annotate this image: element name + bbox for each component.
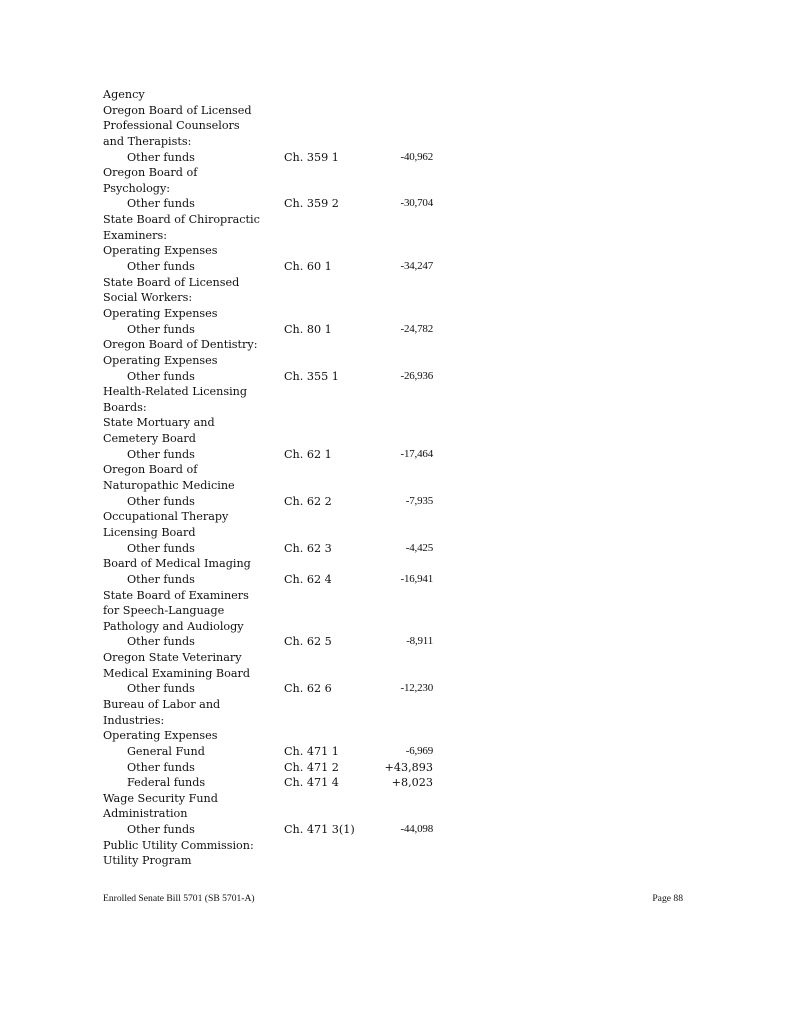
row-label: Operating Expenses	[103, 244, 218, 258]
amount: -24,782	[400, 322, 433, 335]
chapter-ref: Ch. 60 1	[284, 260, 332, 274]
table-row	[103, 760, 443, 776]
row-label: Professional Counselors	[103, 119, 240, 133]
heading-row	[103, 87, 443, 103]
amount: -8,911	[406, 635, 433, 648]
chapter-ref: Ch. 471 3(1)	[284, 823, 355, 837]
table-row	[103, 196, 443, 212]
row-label: Utility Program	[103, 854, 192, 868]
heading-row	[103, 806, 443, 822]
row-label: Other funds	[127, 447, 195, 461]
heading-row	[103, 134, 443, 150]
table-row	[103, 744, 443, 760]
row-label: Occupational Therapy	[103, 510, 229, 524]
chapter-ref: Ch. 62 6	[284, 682, 332, 696]
heading-row	[103, 212, 443, 228]
heading-row	[103, 791, 443, 807]
heading-row	[103, 697, 443, 713]
row-label: Administration	[103, 807, 188, 821]
chapter-ref: Ch. 359 1	[284, 150, 339, 164]
amount: -44,098	[400, 823, 433, 836]
heading-row	[103, 713, 443, 729]
row-label: Other funds	[127, 197, 195, 211]
chapter-ref: Ch. 62 5	[284, 635, 332, 649]
row-label: State Board of Licensed	[103, 275, 240, 289]
row-label: Examiners:	[103, 228, 168, 242]
heading-row	[103, 462, 443, 478]
row-label: Oregon Board of Licensed	[103, 103, 252, 117]
row-label: Operating Expenses	[103, 306, 218, 320]
heading-row	[103, 165, 443, 181]
heading-row	[103, 181, 443, 197]
row-label: Other funds	[127, 541, 195, 555]
heading-row	[103, 619, 443, 635]
chapter-ref: Ch. 471 4	[284, 776, 339, 790]
row-label: State Board of Chiropractic	[103, 213, 260, 227]
heading-row	[103, 103, 443, 119]
amount: -26,936	[400, 369, 433, 382]
heading-row	[103, 525, 443, 541]
heading-row	[103, 306, 443, 322]
row-label: Bureau of Labor and	[103, 697, 221, 711]
chapter-ref: Ch. 359 2	[284, 197, 339, 211]
chapter-ref: Ch. 62 3	[284, 541, 332, 555]
heading-row	[103, 556, 443, 572]
chapter-ref: Ch. 80 1	[284, 322, 332, 336]
row-label: Other funds	[127, 369, 195, 383]
row-label: Oregon Board of Dentistry:	[103, 338, 258, 352]
row-label: Medical Examining Board	[103, 666, 251, 680]
row-label: Cemetery Board	[103, 432, 196, 446]
table-row	[103, 822, 443, 838]
heading-row	[103, 384, 443, 400]
row-label: Operating Expenses	[103, 353, 218, 367]
row-label: Other funds	[127, 260, 195, 274]
table-row	[103, 572, 443, 588]
amount: +8,023	[391, 776, 433, 790]
row-label: State Mortuary and	[103, 416, 215, 430]
row-label: for Speech-Language	[103, 604, 225, 618]
heading-row	[103, 478, 443, 494]
row-label: Oregon State Veterinary	[103, 651, 242, 665]
row-label: State Board of Examiners	[103, 588, 249, 602]
bill-name: Enrolled Senate Bill 5701 (SB 5701-A)	[103, 893, 255, 904]
heading-row	[103, 243, 443, 259]
heading-row	[103, 353, 443, 369]
amount: -34,247	[400, 260, 433, 273]
chapter-ref: Ch. 62 1	[284, 447, 332, 461]
heading-row	[103, 337, 443, 353]
row-label: Other funds	[127, 494, 195, 508]
heading-row	[103, 509, 443, 525]
row-label: Pathology and Audiology	[103, 619, 244, 633]
heading-row	[103, 290, 443, 306]
row-label: Other funds	[127, 150, 195, 164]
row-label: Oregon Board of	[103, 463, 198, 477]
chapter-ref: Ch. 62 4	[284, 572, 332, 586]
heading-row	[103, 666, 443, 682]
heading-row	[103, 650, 443, 666]
amount: -6,969	[405, 744, 433, 757]
heading-row	[103, 228, 443, 244]
row-label: and Therapists:	[103, 134, 192, 148]
appropriations-table	[103, 87, 443, 869]
heading-row	[103, 400, 443, 416]
row-label: Boards:	[103, 400, 147, 414]
page-number: Page 88	[652, 893, 683, 904]
amount: +43,893	[384, 760, 433, 774]
amount: -4,425	[405, 541, 433, 554]
row-label: Health-Related Licensing	[103, 385, 248, 399]
row-label: Psychology:	[103, 181, 171, 195]
table-row	[103, 541, 443, 557]
table-row	[103, 775, 443, 791]
amount: -17,464	[400, 447, 433, 460]
page-footer	[103, 893, 683, 904]
amount: -16,941	[400, 572, 433, 585]
row-label: Other funds	[127, 682, 195, 696]
row-label: Public Utility Commission:	[103, 838, 254, 852]
heading-row	[103, 728, 443, 744]
table-row	[103, 681, 443, 697]
heading-row	[103, 838, 443, 854]
row-label: Operating Expenses	[103, 729, 218, 743]
chapter-ref: Ch. 471 2	[284, 760, 339, 774]
row-label: Naturopathic Medicine	[103, 479, 235, 493]
row-label: Other funds	[127, 760, 195, 774]
heading-row	[103, 853, 443, 869]
table-row	[103, 494, 443, 510]
heading-row	[103, 275, 443, 291]
heading-row	[103, 588, 443, 604]
table-row	[103, 150, 443, 166]
chapter-ref: Ch. 471 1	[284, 744, 339, 758]
heading-row	[103, 118, 443, 134]
row-label: Board of Medical Imaging	[103, 557, 251, 571]
row-label: Agency	[103, 88, 145, 101]
table-row	[103, 259, 443, 275]
amount: -40,962	[400, 150, 433, 163]
row-label: Other funds	[127, 823, 195, 837]
heading-row	[103, 603, 443, 619]
row-label: Other funds	[127, 322, 195, 336]
heading-row	[103, 431, 443, 447]
row-label: General Fund	[127, 744, 205, 758]
row-label: Oregon Board of	[103, 166, 198, 180]
row-label: Other funds	[127, 572, 195, 586]
amount: -12,230	[400, 682, 433, 695]
amount: -7,935	[405, 494, 433, 507]
heading-row	[103, 415, 443, 431]
row-label: Wage Security Fund	[103, 791, 218, 805]
row-label: Other funds	[127, 635, 195, 649]
chapter-ref: Ch. 355 1	[284, 369, 339, 383]
table-row	[103, 369, 443, 385]
row-label: Federal funds	[127, 776, 206, 790]
row-label: Industries:	[103, 713, 165, 727]
table-row	[103, 447, 443, 463]
amount: -30,704	[400, 197, 433, 210]
table-row	[103, 322, 443, 338]
table-row	[103, 634, 443, 650]
row-label: Licensing Board	[103, 525, 196, 539]
chapter-ref: Ch. 62 2	[284, 494, 332, 508]
row-label: Social Workers:	[103, 291, 193, 305]
